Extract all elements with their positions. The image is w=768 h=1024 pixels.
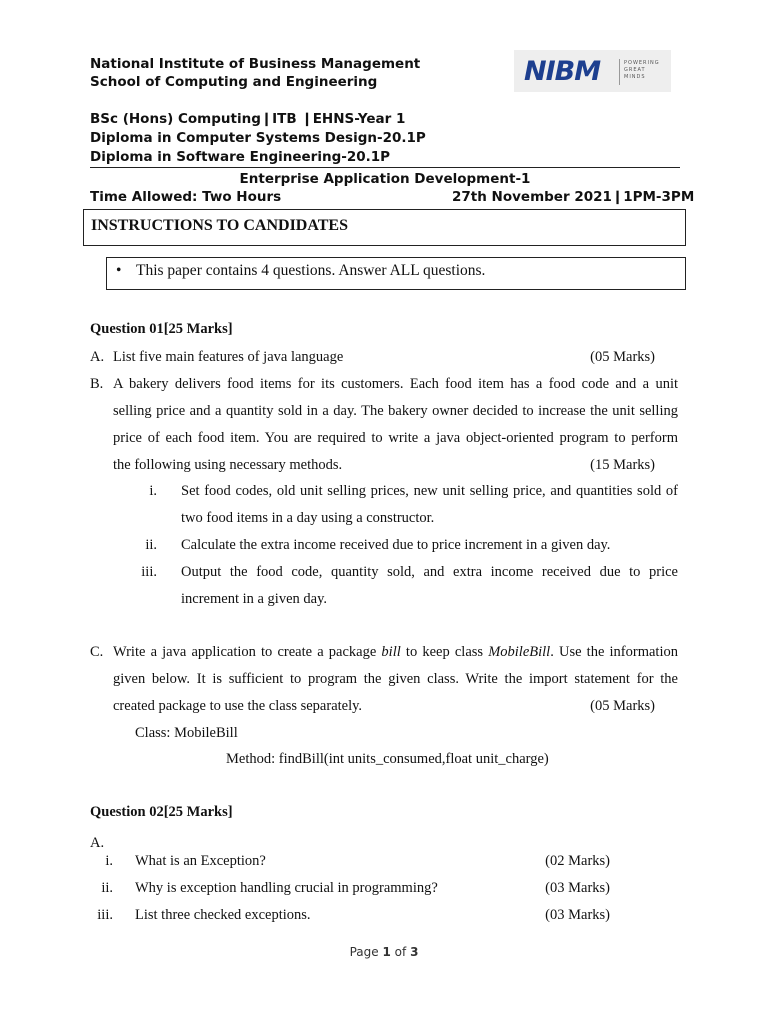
q1-c-line-3: created package to use the class separately. <box>113 698 363 714</box>
q1-c-marks: (05 Marks) <box>590 698 655 714</box>
q1-b-item-text: Output the food code, quantity sold, and extra income received due to price <box>181 564 678 580</box>
q1-a-marks: (05 Marks) <box>590 349 655 365</box>
time-allowed: Time Allowed: Two Hours <box>90 189 282 205</box>
q1-b-item-text: Set food codes, old unit selling prices, new unit selling price, and quantities sold of <box>181 483 678 499</box>
q1-c-class: Class: MobileBill <box>135 725 238 741</box>
q2-a-label: A. <box>90 835 105 851</box>
q2-item-text: What is an Exception? <box>135 853 266 869</box>
package-name: bill <box>381 644 401 660</box>
class-name: MobileBill <box>488 644 551 660</box>
q1-b-line-3: price of each food item. You are required to write a java object-oriented program to perform <box>113 430 678 446</box>
q2-item-num: ii. <box>101 880 113 896</box>
program-line-2: Diploma in Computer Systems Design-20.1P <box>90 130 426 146</box>
bullet-icon: • <box>116 262 122 279</box>
page-number: Page 1 of 3 <box>349 945 419 959</box>
q2-item-marks: (03 Marks) <box>545 907 610 923</box>
q1-b-item-num: ii. <box>145 537 157 553</box>
q2-item-marks: (03 Marks) <box>545 880 610 896</box>
q1-b-line-4: the following using necessary methods. <box>113 457 343 473</box>
q1-b-label: B. <box>90 376 104 392</box>
q1-b-item-text: Calculate the extra income received due to price increment in a given day. <box>181 537 611 553</box>
exam-date: 27th November 2021❙1PM-3PM <box>452 189 695 205</box>
q1-b-line-1: A bakery delivers food items for its customers. Each food item has a food code and a unit <box>113 376 678 392</box>
institute-name: National Institute of Business Management <box>90 56 421 72</box>
q2-item-text: List three checked exceptions. <box>135 907 311 923</box>
q1-b-marks: (15 Marks) <box>590 457 655 473</box>
program-line-1: BSc (Hons) Computing❙ITB ❙EHNS-Year 1 <box>90 111 406 127</box>
q1-b-item-text: increment in a given day. <box>181 591 328 607</box>
nibm-logo-text: NIBM <box>524 56 601 87</box>
q1-c-line-2: given below. It is sufficient to program the given class. Write the import statement for the <box>113 671 678 687</box>
q1-a-label: A. <box>90 349 105 365</box>
q2-item-marks: (02 Marks) <box>545 853 610 869</box>
header-rule <box>90 167 680 168</box>
q1-title: Question 01[25 Marks] <box>90 321 233 337</box>
program-line-3: Diploma in Software Engineering-20.1P <box>90 149 391 165</box>
instructions-bullet-text: This paper contains 4 questions. Answer ALL questions. <box>136 262 486 279</box>
q1-b-item-num: iii. <box>141 564 157 580</box>
module-title: Enterprise Application Development-1 <box>239 171 531 187</box>
q1-a-text: List five main features of java language <box>113 349 344 365</box>
logo-divider <box>619 59 620 85</box>
q1-c-method: Method: findBill(int units_consumed,float unit_charge) <box>226 751 549 767</box>
q2-item-num: iii. <box>97 907 113 923</box>
q1-b-line-2: selling price and a quantity sold in a day. The bakery owner decided to increase the unit selling <box>113 403 678 419</box>
q2-item-text: Why is exception handling crucial in programming? <box>135 880 438 896</box>
logo-tagline: POWERING GREAT MINDS <box>624 60 660 80</box>
q1-c-line-1: Write a java application to create a package bill to keep class MobileBill. Use the information <box>113 644 678 660</box>
instructions-title: INSTRUCTIONS TO CANDIDATES <box>91 217 348 234</box>
q1-b-item-text: two food items in a day using a constructor. <box>181 510 435 526</box>
q2-item-num: i. <box>105 853 113 869</box>
school-name: School of Computing and Engineering <box>90 74 378 90</box>
q1-b-item-num: i. <box>149 483 157 499</box>
q2-title: Question 02[25 Marks] <box>90 804 233 820</box>
q1-c-label: C. <box>90 644 104 660</box>
